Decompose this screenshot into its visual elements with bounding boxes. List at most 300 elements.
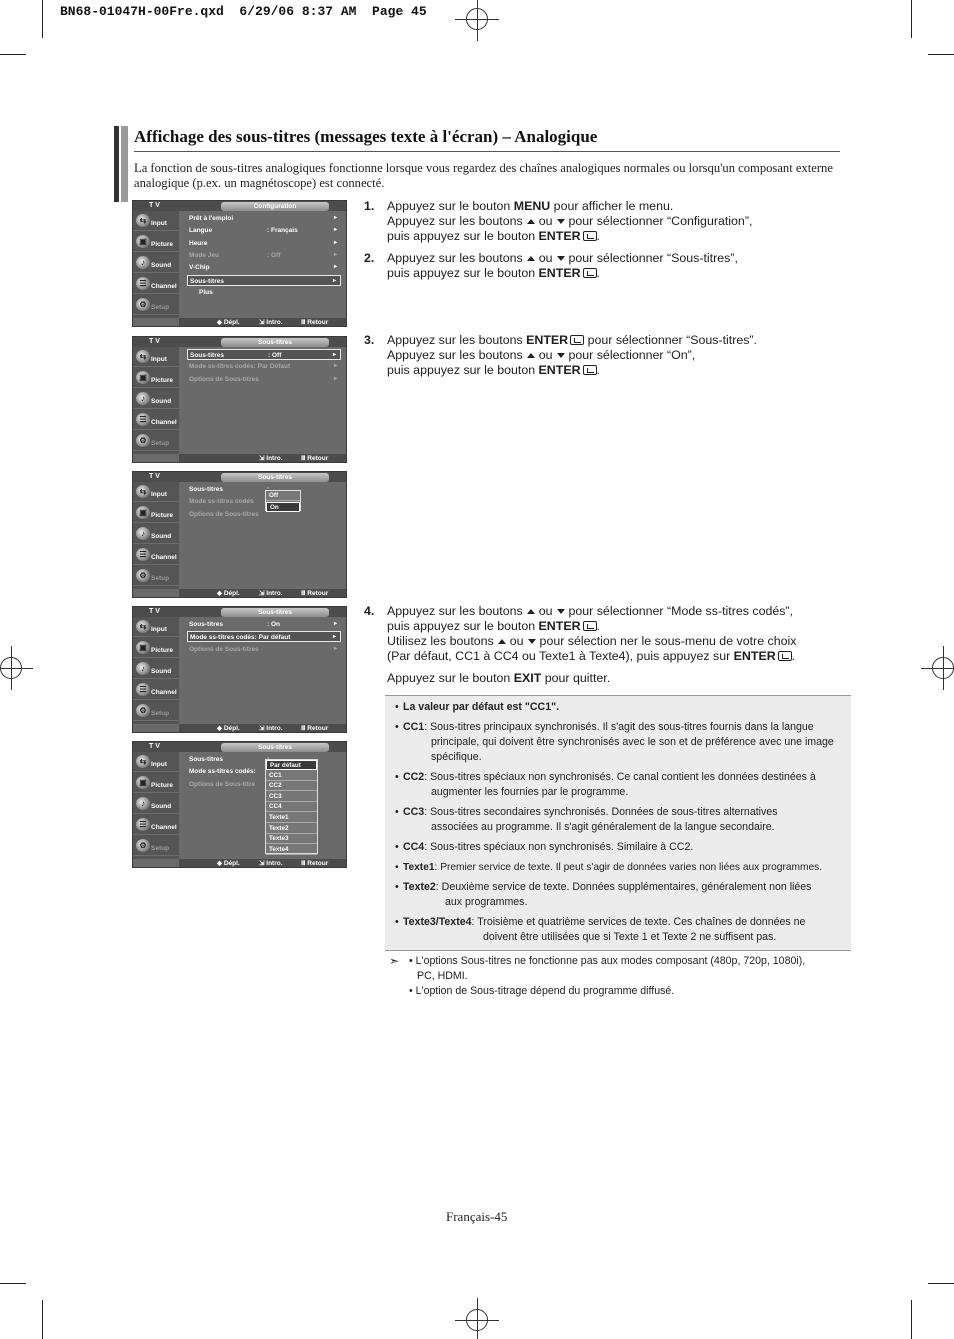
tip-item (409, 954, 849, 984)
note-term: Texte2 (403, 881, 436, 893)
osd-menu-row (187, 496, 341, 507)
step-text: (Par défaut, CC1 à CC4 ou Texte1 à Texte4), puis appuyez sur (387, 649, 734, 663)
step-text: ou (538, 251, 553, 265)
osd-menu-row (187, 275, 341, 286)
picture-icon: ▣ (136, 235, 150, 248)
input-icon: ⇆ (136, 214, 150, 227)
osd-help-item (259, 318, 283, 327)
setup-icon: ⚙ (136, 569, 150, 582)
osd-sidebar-label: Setup (151, 304, 170, 311)
sound-icon: ♪ (136, 256, 150, 269)
osd-help-item (259, 724, 283, 733)
chevron-right-icon: ▸ (333, 363, 337, 370)
osd-help-label: Dépl. (223, 860, 240, 867)
osd-row-label: Mode ss-titres codés: (189, 768, 256, 776)
osd-sidebar-item-channel (133, 274, 179, 294)
input-icon: ⇆ (136, 755, 150, 768)
osd-sidebar-label: Input (151, 356, 167, 363)
osd-dropdown-option: CC1 (266, 771, 317, 781)
crop-mark (928, 54, 954, 55)
enter-icon (583, 621, 597, 631)
osd-row-label: Mode ss-titres codés: Par défaut (190, 634, 291, 642)
note-term: CC2 (403, 771, 425, 783)
osd-menu-title: Configuration (221, 202, 329, 211)
note-title: La valeur par défaut est "CC1". (403, 701, 560, 713)
enter-icon: ⇲ (259, 455, 267, 462)
print-header: BN68-01047H-00Fre.qxd 6/29/06 8:37 AM Page 45 (60, 4, 427, 19)
osd-screen (132, 336, 347, 463)
chevron-right-icon: ▸ (332, 634, 336, 641)
crop-mark (911, 1300, 912, 1339)
osd-sidebar-item-input (133, 617, 179, 637)
down-arrow-icon (557, 256, 565, 261)
osd-row-label: Sous-titres (190, 352, 224, 359)
step-text: ou (538, 604, 553, 618)
osd-row-label: Options de Sous-titres (189, 645, 259, 653)
osd-title-bar (133, 742, 347, 752)
channel-icon: ☰ (136, 548, 150, 561)
osd-menu-row (187, 374, 341, 385)
osd-menu-row (187, 361, 341, 372)
osd-menu-row (187, 262, 341, 273)
up-arrow-icon (527, 219, 535, 224)
osd-sidebar-item-channel (133, 545, 179, 565)
up-arrow-icon (527, 353, 535, 358)
osd-help-item (301, 859, 328, 868)
picture-icon: ▣ (136, 641, 150, 654)
registration-mark (0, 657, 22, 679)
note-term: CC1 (403, 721, 425, 733)
chevron-right-icon: ▸ (333, 215, 337, 221)
osd-tv-label: T V (149, 338, 160, 345)
osd-help-bar (179, 724, 347, 733)
osd-screen (132, 741, 347, 868)
step-text: pour sélectionner “Sous-titres”. (584, 333, 757, 347)
osd-help-label: Intro. (266, 590, 283, 597)
tip-item (409, 984, 849, 999)
osd-tv-label: T V (149, 473, 160, 480)
osd-sidebar-label: Channel (151, 689, 177, 696)
crop-mark (928, 1283, 954, 1284)
picture-icon: ▣ (136, 371, 150, 384)
osd-sidebar-item-channel (133, 815, 179, 835)
osd-menu-row (187, 644, 341, 655)
channel-icon: ☰ (136, 683, 150, 696)
picture-icon: ▣ (136, 506, 150, 519)
registration-mark (466, 1309, 488, 1331)
chevron-right-icon: ▸ (333, 621, 337, 627)
step-text: puis appuyez sur le bouton (387, 229, 539, 243)
move-icon: ◆ (217, 725, 224, 732)
page-title: Affichage des sous-titres (messages texte à l'écran) – Analogique (134, 127, 840, 152)
down-arrow-icon (557, 353, 565, 358)
input-icon: ⇆ (136, 350, 150, 363)
step-text: . (596, 363, 600, 377)
osd-row-label: Mode Jeu (189, 251, 219, 259)
osd-row-label: Langue (189, 227, 213, 235)
osd-menu-row (187, 250, 341, 261)
up-arrow-icon (527, 256, 535, 261)
osd-help-item (301, 724, 328, 733)
note-text: spécifique. (431, 751, 482, 763)
move-icon: ◆ (217, 860, 224, 867)
osd-sidebar-label: Input (151, 761, 167, 768)
chevron-right-icon: ▸ (332, 277, 336, 284)
osd-sidebar-item-channel (133, 680, 179, 700)
osd-sidebar (133, 347, 179, 454)
osd-sidebar-label: Picture (151, 782, 174, 789)
osd-title-bar (133, 337, 347, 347)
registration-mark (466, 8, 488, 30)
channel-icon: ☰ (136, 818, 150, 831)
step-text: puis appuyez sur le bouton (387, 363, 539, 377)
enter-button-name: ENTER (538, 229, 581, 243)
osd-help-item (217, 318, 240, 327)
osd-row-label: Mode ss-titres codés: Par Défaut (189, 363, 291, 371)
menu-button-name: MENU (513, 199, 551, 213)
chevron-right-icon: ▸ (333, 375, 337, 382)
osd-tv-label: T V (149, 608, 160, 615)
osd-sidebar-item-picture (133, 368, 179, 388)
osd-sidebar-item-sound (133, 794, 179, 814)
osd-sidebar-item-setup (133, 701, 179, 721)
enter-icon: ⇲ (259, 319, 267, 326)
step-text: ou (538, 214, 553, 228)
sound-icon: ♪ (136, 797, 150, 810)
step-text: Appuyez sur les boutons (387, 251, 523, 265)
osd-help-item (301, 318, 328, 327)
crop-mark (42, 0, 43, 38)
osd-menu-title: Sous-titres (221, 743, 329, 752)
osd-sidebar-label: Channel (151, 419, 177, 426)
tip-text: • L'option de Sous-titrage dépend du programme diffusé. (409, 985, 675, 997)
osd-dropdown-option: CC3 (266, 792, 317, 802)
osd-sidebar-item-input (133, 347, 179, 367)
tip-text: • L'options Sous-titres ne fonctionne pas aux modes composant (480p, 720p, 1080i), (409, 955, 806, 967)
note-term: Texte1 (403, 862, 435, 873)
osd-menu-list (183, 619, 343, 723)
osd-sidebar (133, 211, 179, 318)
osd-sidebar-item-sound (133, 389, 179, 409)
setup-icon: ⚙ (136, 704, 150, 717)
step-number: 4. (364, 604, 375, 618)
step-text: pour sélection ner le sous-menu de votre choix (539, 634, 797, 648)
step-text: pour sélectionner “Mode ss-titres codés”, (568, 604, 794, 618)
osd-menu-title: Sous-titres (221, 608, 329, 617)
enter-icon (778, 651, 792, 661)
osd-row-value: : Français (267, 227, 298, 235)
osd-menu-title: Sous-titres (221, 338, 329, 347)
setup-icon: ⚙ (136, 434, 150, 447)
osd-sidebar-label: Sound (151, 803, 172, 810)
note-text: principale, qui doivent être synchronisés avec le son et de préférence avec une image (431, 736, 834, 748)
osd-menu-row (187, 619, 341, 630)
enter-button-name: ENTER (526, 333, 569, 347)
return-icon: Ⅲ (301, 455, 308, 462)
sound-icon: ♪ (136, 662, 150, 675)
enter-button-name: ENTER (538, 619, 581, 633)
osd-help-label: Intro. (266, 455, 283, 462)
osd-sidebar-label: Sound (151, 533, 172, 540)
osd-sidebar-label: Picture (151, 647, 174, 654)
enter-icon (570, 335, 584, 345)
note-term: Texte3/Texte4 (403, 916, 472, 928)
page-number: Français-45 (446, 1209, 508, 1224)
exit-button-name: EXIT (513, 671, 542, 685)
osd-dropdown (265, 759, 318, 854)
osd-dropdown-option: On (266, 502, 300, 512)
osd-sidebar-label: Input (151, 626, 167, 633)
osd-row-label: Options de Sous-titres (189, 375, 259, 383)
osd-sidebar-label: Channel (151, 283, 177, 290)
osd-sidebar-label: Sound (151, 398, 172, 405)
osd-sidebar-item-input (133, 211, 179, 231)
osd-sidebar-label: Sound (151, 262, 172, 269)
enter-button-name: ENTER (538, 363, 581, 377)
enter-icon: ⇲ (259, 725, 267, 732)
osd-title-bar (133, 472, 347, 482)
osd-help-label: Intro. (266, 860, 283, 867)
osd-menu-list (183, 349, 343, 453)
osd-screen (132, 200, 347, 327)
title-bar-decoration (114, 126, 128, 202)
osd-sidebar-item-input (133, 752, 179, 772)
return-icon: Ⅲ (301, 319, 308, 326)
up-arrow-icon (498, 639, 506, 644)
osd-screen (132, 471, 347, 598)
osd-sidebar-item-sound (133, 659, 179, 679)
setup-icon: ⚙ (136, 839, 150, 852)
step-number: 3. (364, 333, 375, 347)
chevron-right-icon: ▸ (332, 352, 336, 358)
note-term: CC3 (403, 806, 425, 818)
osd-row-label: V-Chip (189, 264, 210, 272)
osd-help-item (217, 859, 240, 868)
step-text: Appuyez sur les boutons (387, 333, 527, 347)
osd-help-label: Dépl. (223, 590, 240, 597)
osd-row-label: Options de Sous-titre (189, 780, 256, 788)
step-text: . (791, 649, 796, 663)
osd-sidebar-item-setup (133, 295, 179, 315)
down-arrow-icon (557, 219, 565, 224)
osd-sidebar-label: Picture (151, 241, 174, 248)
note-text: : Deuxième service de texte. Données supplémentaires, généralement non liées (435, 881, 812, 893)
osd-help-label: Retour (307, 725, 329, 732)
osd-menu-list (183, 754, 343, 858)
chevron-right-icon: ▸ (333, 227, 337, 234)
enter-icon: ⇲ (259, 860, 267, 867)
osd-sidebar-item-channel (133, 410, 179, 430)
step-text: Appuyez sur les boutons (387, 348, 523, 362)
osd-row-label: Mode ss-titres codés (189, 498, 254, 506)
osd-help-label: Intro. (266, 319, 283, 326)
enter-icon (583, 268, 597, 278)
note-text: : Premier service de texte. Il peut s'agir de données varies non liées aux programmes. (434, 862, 823, 873)
osd-row-label: Sous-titres (189, 756, 223, 763)
osd-help-bar (179, 859, 347, 868)
note-arrow-icon: ➣ (389, 954, 400, 968)
step-text: Utilisez les boutons (387, 634, 494, 648)
channel-icon: ☰ (136, 277, 150, 290)
step-text: . (596, 266, 600, 280)
osd-menu-row (187, 287, 341, 298)
osd-dropdown-option: Texte2 (266, 824, 317, 834)
step-text: pour sélectionner “On”, (568, 348, 696, 362)
osd-sidebar-label: Setup (151, 710, 170, 717)
osd-sidebar-item-sound (133, 253, 179, 273)
osd-sidebar (133, 752, 179, 859)
osd-help-item (301, 589, 328, 598)
note-text: : Sous-titres principaux synchronisés. Il s'agit des sous-titres fournis dans la langue (424, 721, 814, 733)
enter-button-name: ENTER (538, 266, 581, 280)
crop-mark (42, 1300, 43, 1339)
osd-help-item (259, 589, 283, 598)
step-text: ou (538, 348, 553, 362)
enter-icon (583, 365, 597, 375)
osd-sidebar-item-picture (133, 232, 179, 252)
osd-screen (132, 606, 347, 733)
registration-mark (932, 657, 954, 679)
crop-mark (0, 1283, 26, 1284)
osd-sidebar-item-setup (133, 836, 179, 856)
osd-row-label: Prêt à l'emploi (189, 215, 234, 222)
step-text: Appuyez sur le bouton (387, 671, 514, 685)
step-number: 2. (364, 251, 375, 265)
osd-row-label: Heure (189, 239, 208, 247)
up-arrow-icon (527, 609, 535, 614)
osd-help-label: Dépl. (223, 319, 240, 326)
osd-help-label: Dépl. (223, 725, 240, 732)
osd-dropdown-option: Off (266, 491, 300, 501)
down-arrow-icon (557, 609, 565, 614)
osd-sidebar (133, 617, 179, 724)
osd-help-bar (179, 318, 347, 327)
osd-dropdown-option: Texte4 (266, 845, 317, 855)
move-icon: ◆ (217, 590, 224, 597)
input-icon: ⇆ (136, 620, 150, 633)
osd-sidebar-label: Picture (151, 512, 174, 519)
move-icon: ◆ (217, 319, 224, 326)
osd-sidebar-item-picture (133, 638, 179, 658)
osd-menu-row (187, 213, 341, 224)
step-text: Appuyez sur les boutons (387, 604, 523, 618)
osd-row-label: Sous-titres (189, 621, 223, 628)
step-text: pour afficher le menu. (550, 199, 674, 213)
osd-sidebar-item-picture (133, 773, 179, 793)
return-icon: Ⅲ (301, 860, 308, 867)
osd-sidebar-item-sound (133, 524, 179, 544)
osd-sidebar-label: Input (151, 491, 167, 498)
chevron-right-icon: ▸ (333, 264, 337, 271)
osd-row-label: Plus (199, 288, 213, 296)
note-text: doivent être utilisées que si Texte 1 et Texte 2 ne suffisent pas. (483, 931, 777, 943)
osd-sidebar-label: Picture (151, 377, 174, 384)
down-arrow-icon (528, 639, 536, 644)
osd-sidebar-label: Setup (151, 845, 170, 852)
osd-row-label: Options de Sous-titres (189, 510, 259, 518)
enter-icon (583, 231, 597, 241)
osd-menu-title: Sous-titres (221, 473, 329, 482)
return-icon: Ⅲ (301, 590, 308, 597)
crop-mark (0, 54, 26, 55)
osd-help-label: Intro. (266, 725, 283, 732)
osd-menu-list (183, 213, 343, 317)
note-text: aux programmes. (445, 896, 528, 908)
osd-row-label: Sous-titres (189, 486, 223, 493)
step-text: pour sélectionner “Sous-titres”, (568, 251, 738, 265)
osd-dropdown (265, 490, 301, 511)
osd-sidebar-label: Setup (151, 440, 170, 447)
tip-text: PC, HDMI. (417, 970, 468, 982)
osd-help-label: Retour (307, 455, 329, 462)
osd-sidebar-label: Channel (151, 824, 177, 831)
setup-icon: ⚙ (136, 298, 150, 311)
osd-help-bar (179, 454, 347, 463)
osd-row-label: Sous-titres (190, 277, 224, 285)
osd-tv-label: T V (149, 202, 160, 209)
chevron-right-icon: ▸ (333, 251, 337, 258)
chevron-right-icon: ▸ (333, 239, 337, 246)
return-icon: Ⅲ (301, 725, 308, 732)
intro-paragraph: La fonction de sous-titres analogiques fonctionne lorsque vous regardez des chaînes analogiques normales ou lorsqu'un composant externe analogique (p.ex. un magnétoscope) est connecté. (134, 161, 833, 190)
note-text: : Sous-titres secondaires synchronisés. Données de sous-titres alternatives (424, 806, 778, 818)
sound-icon: ♪ (136, 527, 150, 540)
osd-menu-list (183, 484, 343, 588)
osd-help-label: Retour (307, 860, 329, 867)
osd-dropdown-option: Texte1 (266, 813, 317, 823)
osd-menu-row (187, 225, 341, 236)
note-text: augmenter les fournies par le programme. (431, 786, 629, 798)
osd-row-value: : Off (268, 352, 282, 359)
step-text: puis appuyez sur le bouton (387, 266, 539, 280)
step-text: Appuyez sur le bouton (387, 199, 514, 213)
note-text: : Sous-titres spéciaux non synchronisés. Similaire à CC2. (424, 841, 694, 853)
sound-icon: ♪ (136, 392, 150, 405)
osd-sidebar-label: Setup (151, 575, 170, 582)
step-text: pour sélectionner “Configuration”, (568, 214, 753, 228)
step-text: . (596, 619, 600, 633)
osd-dropdown-option: CC2 (266, 781, 317, 791)
osd-help-label: Retour (307, 319, 329, 326)
osd-menu-row (187, 631, 341, 642)
osd-title-bar (133, 201, 347, 211)
note-box: • La valeur par défaut est "CC1". • CC1: Sous-titres principaux synchronisés. Il s'agit des sous-titres fournis dans la langue principale, qui doivent être synchronisés avec le son et de préférence avec une image spécifique. • CC2: Sous-titres spéciaux non synchronisés. Ce canal contient les données destinées à augmenter les fournies par le programme. • CC3: Sous-titres secondaires synchronisés. Données de sous-titres alternatives associées au programme. Il s'agit généralement de la langue secondaire. • CC4: Sous-titres spéciaux non synchronisés. Similaire à CC2. • Texte1: Premier service de texte. Il peut s'agir de données varies non liées aux programmes. • Texte2: Deuxième service de texte. Données supplémentaires, généralement non liées aux programmes. • Texte3/Texte4: Troisième et quatrième services de texte. Ces chaînes de données ne doivent être utilisées que si Texte 1 et Texte 2 ne suffisent pas. (385, 695, 851, 951)
osd-help-item (259, 454, 283, 463)
note-text: associées au programme. Il s'agit généralement de la langue secondaire. (431, 821, 775, 833)
picture-icon: ▣ (136, 776, 150, 789)
step-text: Appuyez sur les boutons (387, 214, 523, 228)
osd-menu-row (187, 349, 341, 360)
note-text: : Sous-titres spéciaux non synchronisés. Ce canal contient les données destinées à (424, 771, 816, 783)
crop-mark (911, 0, 912, 38)
input-icon: ⇆ (136, 485, 150, 498)
osd-title-bar (133, 607, 347, 617)
note-text: : Troisième et quatrième services de texte. Ces chaînes de données ne (471, 916, 806, 928)
osd-dropdown-option: CC4 (266, 802, 317, 812)
osd-dropdown-option: Texte3 (266, 834, 317, 844)
channel-icon: ☰ (136, 413, 150, 426)
step-text: . (596, 229, 600, 243)
osd-help-label: Retour (307, 590, 329, 597)
step-text: puis appuyez sur le bouton (387, 619, 539, 633)
osd-tv-label: T V (149, 743, 160, 750)
osd-sidebar (133, 482, 179, 589)
osd-dropdown-option: Par défaut (266, 760, 317, 770)
osd-menu-row (187, 238, 341, 249)
osd-sidebar-item-picture (133, 503, 179, 523)
osd-sidebar-label: Sound (151, 668, 172, 675)
note-term: CC4 (403, 841, 425, 853)
